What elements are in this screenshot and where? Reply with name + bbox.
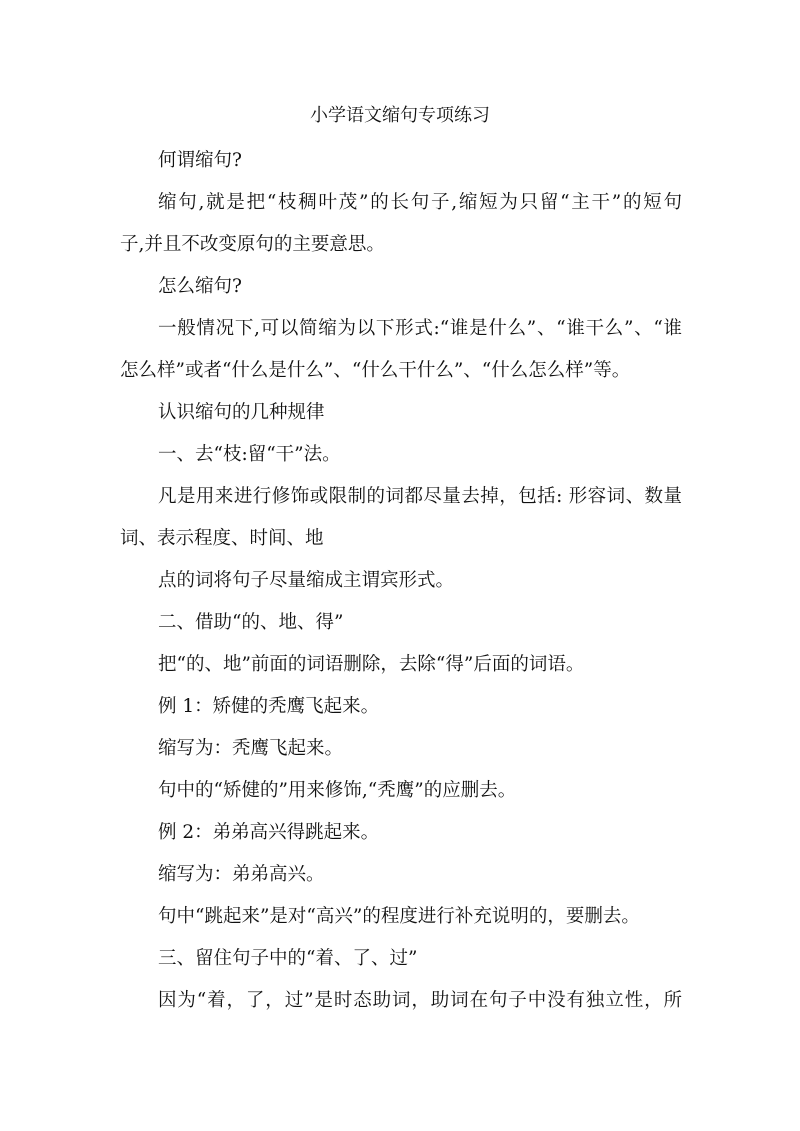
- example-1-explanation: 句中的“矫健的”用来修饰,“秃鹰”的应删去。: [158, 780, 517, 801]
- rule-heading-1: 一、去“枝:留“干”法。: [158, 444, 341, 465]
- rule-heading-3: 三、留住句子中的“着、了、过”: [158, 948, 418, 969]
- paragraph-line: 怎么样”或者“什么是什么”、“什么干什么”、“什么怎么样”等。: [120, 360, 631, 381]
- paragraph-line: 因为“着，了，过”是时态助词，助词在句子中没有独立性，所: [158, 990, 682, 1011]
- example-2: 例 2：弟弟高兴得跳起来。: [158, 822, 380, 843]
- paragraph-line: 词、表示程度、时间、地: [120, 528, 324, 549]
- example-2-explanation: 句中“跳起来”是对“高兴”的程度进行补充说明的，要删去。: [158, 906, 640, 927]
- paragraph-line: 子,并且不改变原句的主要意思。: [120, 234, 385, 255]
- example-2-answer: 缩写为：弟弟高兴。: [158, 864, 325, 885]
- paragraph-line: 凡是用来进行修饰或限制的词都尽量去掉，包括: 形容词、数量: [158, 486, 682, 507]
- rule-heading-2: 二、借助“的、地、得”: [158, 612, 344, 633]
- heading-what-is-suoju: 何谓缩句?: [158, 150, 242, 171]
- paragraph-line: 一般情况下,可以简缩为以下形式:“谁是什么”、“谁干么”、“谁: [158, 318, 682, 339]
- paragraph-line: 缩句,就是把“枝稠叶茂”的长句子,缩短为只留“主干”的短句: [158, 192, 682, 213]
- paragraph-line: 点的词将句子尽量缩成主谓宾形式。: [158, 570, 455, 591]
- paragraph-line: 把“的、地”前面的词语删除，去除“得”后面的词语。: [158, 654, 585, 675]
- section-heading: 认识缩句的几种规律: [158, 402, 325, 423]
- document-title: 小学语文缩句专项练习: [310, 105, 490, 126]
- heading-how-to-suoju: 怎么缩句?: [158, 276, 242, 297]
- example-1-answer: 缩写为：秃鹰飞起来。: [158, 738, 344, 759]
- example-1: 例 1：矫健的秃鹰飞起来。: [158, 696, 380, 717]
